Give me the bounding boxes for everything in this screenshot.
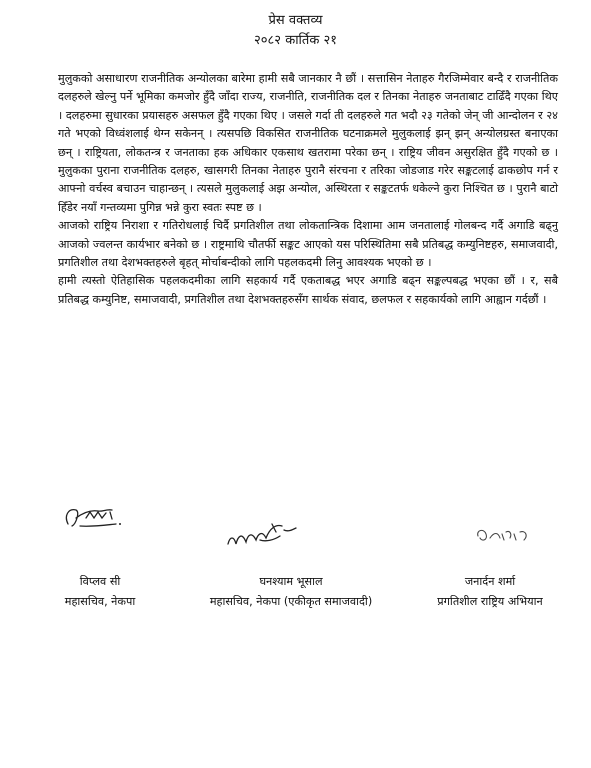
paragraph-1: मुलुकको असाधारण राजनीतिक अन्योलका बारेमा हामी सबै जानकार नै छौं । सत्तासिन नेताहरु गैरजिम्मेवार बन्दै र राजनीतिक दलहरुले खेल्नु पर्ने भूमिका कमजोर हुँदै जाँदा राज्य, राजनीति, राजनीतिक दल र तिनका नेताहरु जनताबाट टाढिँदै गएका थिए । दलहरुमा सुधारका प्रयासहरु असफल हुँदै गएका थिए । जसले गर्दा ती दलहरुले गत भदौ २३ गतेको जेन् जी आन्दोलन र २४ गते भएको विध्वंशलाई थेग्न सकेनन् । त्यसपछि विकसित राजनीतिक घटनाक्रमले मुलुकलाई झन् झन् अन्योलग्रस्त बनाएका छन् । राष्ट्रियता, लोकतन्त्र र जनताका हक अधिकार एकसाथ खतरामा परेका छन् । राष्ट्रिय जीवन असुरक्षित हुँदै गएको छ । मुलुकका पुराना राजनीतिक दलहरु, खासगरी तिनका नेताहरु पुरानै संरचना र तरिका जोडजाड गरेर सङ्कटलाई ढाकछोप गर्न र आफ्नो वर्चस्व बचाउन चाहान्छन् । त्यसले मुलुकलाई अझ अन्योल, अस्थिरता र सङ्कटतर्फ धकेल्ने कुरा निश्चित छ । पुरानै बाटो हिँडेर नयाँ गन्तव्यमा पुगिन्न भन्ने कुरा स्वतः स्पष्ट छ । bbox=[58, 72, 558, 214]
signatory-role: महासचिव, नेकपा bbox=[64, 595, 136, 608]
signatory-name: जनार्दन शर्मा bbox=[464, 575, 516, 588]
signatory-name: विप्लव सी bbox=[79, 575, 121, 588]
signature-1 bbox=[62, 502, 132, 534]
document-date: २०८२ कार्तिक २१ bbox=[254, 33, 337, 48]
document-title: प्रेस वक्तव्य bbox=[268, 13, 323, 28]
signatory-3 bbox=[400, 572, 580, 612]
signature-2 bbox=[222, 518, 300, 552]
paragraph-2: आजको राष्ट्रिय निराशा र गतिरोधलाई चिर्दै प्रगतिशील तथा लोकतान्त्रिक दिशामा आम जनतालाई गोलबन्द गर्दै अगाडि बढ्नु आजको ज्वलन्त कार्यभार बनेको छ । राष्ट्रमाथि चौतर्फी सङ्कट आएको यस परिस्थितिमा सबै प्रतिबद्ध कम्युनिष्टहरु, समाजवादी, प्रगतिशील तथा देशभक्तहरुले बृहत् मोर्चाबन्दीको लागि पहलकदमी लिनु आवश्यक भएको छ । bbox=[58, 219, 558, 270]
signatory-role: महासचिव, नेकपा (एकीकृत समाजवादी) bbox=[209, 595, 373, 608]
paragraph-3: हामी त्यस्तो ऐतिहासिक पहलकदमीका लागि सहकार्य गर्दै एकताबद्ध भएर अगाडि बढ्न सङ्कल्पबद्ध भएका छौं । र, सबै प्रतिबद्ध कम्युनिष्ट, समाजवादी, प्रगतिशील तथा देशभक्तहरुसँग सार्थक संवाद, छलफल र सहकार्यको लागि आह्वान गर्दछौं । bbox=[58, 274, 558, 306]
signature-3 bbox=[472, 524, 536, 548]
signatory-1 bbox=[40, 572, 160, 612]
signatory-2 bbox=[186, 572, 396, 612]
signatory-role: प्रगतिशील राष्ट्रिय अभियान bbox=[437, 595, 543, 608]
signatory-name: घनश्याम भूसाल bbox=[259, 575, 323, 588]
statement-body bbox=[58, 70, 558, 309]
